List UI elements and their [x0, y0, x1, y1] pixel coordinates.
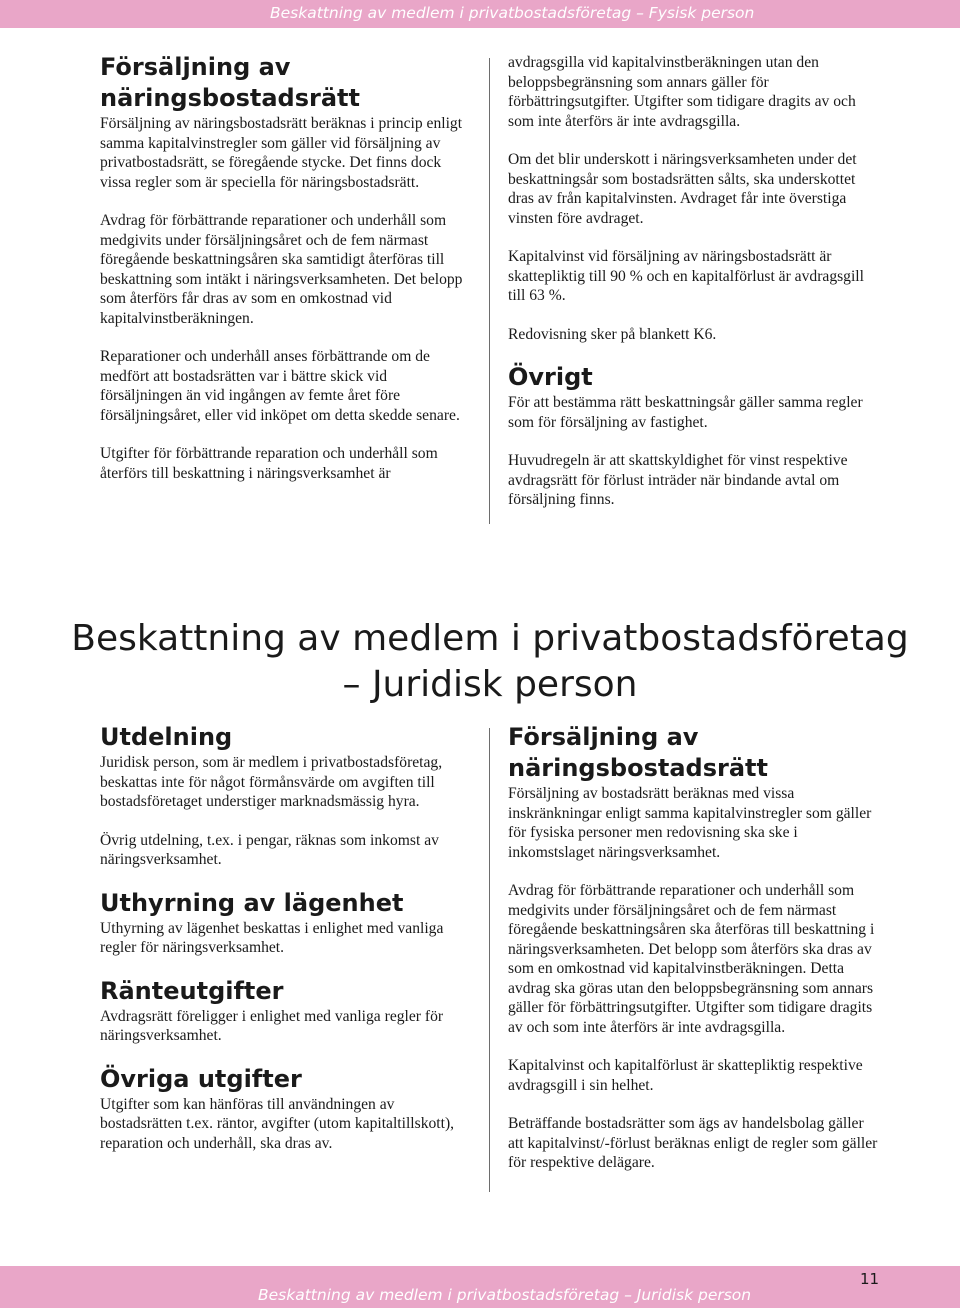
- paragraph: Avdragsrätt föreligger i enlighet med vanliga regler för näringsverksamhet.: [100, 1007, 444, 1044]
- section-title: Beskattning av medlem i privatbostadsföretag – Juridisk person: [71, 618, 909, 705]
- paragraph: Huvudregeln är att skattskyldighet för vinst respektive avdragsrätt för förlust inträder när bindande avtal om försäljning finns.: [508, 452, 848, 508]
- paragraph: Juridisk person, som är medlem i privatbostadsföretag, beskattas inte för något förmånsvärde om avgiften till bostadsföretaget understiger marknadsmässig hyra.: [100, 754, 443, 810]
- bottom-left-column: [100, 722, 472, 1153]
- heading-ovriga-utgifter: Övriga utgifter: [100, 1064, 302, 1093]
- paragraph: Beträffande bostadsrätter som ägs av handelsbolag gäller att kapitalvinst/-förlust beräknas enligt de regler som gäller för respektive delägare.: [508, 1115, 878, 1171]
- page-number: 11: [860, 1270, 880, 1288]
- paragraph: Avdrag för förbättrande reparationer och underhåll som medgivits under försäljningsåret och de fem närmast föregående beskattningsåren ska samtidigt återföras till beskattning som intäkt i näringsverksamheten. Det belopp som återförs får dras av som en omkostnad vid kapitalvinstberäkningen.: [100, 212, 463, 327]
- running-header: Beskattning av medlem i privatbostadsföretag – Fysisk person: [270, 4, 755, 22]
- paragraph: Kapitalvinst vid försäljning av näringsbostadsrätt är skattepliktig till 90 % och en kapitalförlust är avdragsgill till 63 %.: [508, 248, 864, 304]
- paragraph: Om det blir underskott i näringsverksamheten under det beskattningsår som bostadsrätten sålts, ska underskottet dras av från kapitalvinsten. Avdraget får inte överstiga vinsten före avdraget.: [508, 151, 857, 227]
- paragraph: Utgifter som kan hänföras till användningen av bostadsrätten t.ex. räntor, avgifter (utom kapitaltillskott), reparation och underhåll, ska dras av.: [100, 1095, 455, 1152]
- paragraph: Utgifter för förbättrande reparation och underhåll som återförs till beskattning i näringsverksamhet är: [100, 445, 438, 482]
- paragraph: Reparationer och underhåll anses förbättrande om de medfört att bostadsrätten var i bättre skick vid försäljningen än vid ingången av femte året före försäljningsåret, eller vid inköpet om detta skedde senare.: [100, 348, 460, 424]
- bottom-right-column: [508, 722, 880, 1173]
- heading-ranteutgifter: Ränteutgifter: [100, 976, 284, 1005]
- paragraph: För att bestämma rätt beskattningsår gäller samma regler som för försäljning av fastighet.: [508, 394, 863, 431]
- heading-ovrigt: Övrigt: [508, 363, 593, 391]
- paragraph: Avdrag för förbättrande reparationer och underhåll som medgivits under försäljningsåret och de fem närmast föregående beskattningsåren ska återföras till beskattning i näringsverksamheten. Det belopp som återförs ska dras av som en omkostnad vid kapitalvinstberäkningen. Detta avdrag ska göras utan den beloppsbegränsning som annars gäller för förbättringsutgifter. Utgifter som tidigare dragits av och som inte återförs är inte avdragsgilla.: [508, 882, 875, 1036]
- paragraph: Redovisning sker på blankett K6.: [508, 325, 717, 343]
- heading-uthyrning: Uthyrning av lägenhet: [100, 888, 404, 917]
- top-right-column: [508, 53, 880, 510]
- column-divider-top: [489, 58, 490, 524]
- paragraph: Övrig utdelning, t.ex. i pengar, räknas som inkomst av näringsverksamhet.: [100, 831, 439, 868]
- header-band: [0, 0, 960, 28]
- paragraph: Försäljning av bostadsrätt beräknas med vissa inskränkningar enligt samma kapitalvinstregler som gäller för fysiska personer men redovisning ska ske i inkomstslaget näringsverksamhet.: [508, 785, 872, 861]
- heading-utdelning: Utdelning: [100, 723, 233, 751]
- paragraph: Försäljning av näringsbostadsrätt beräknas i princip enligt samma kapitalvinstregler som gäller vid försäljning av privatbostadsrätt, se föregående stycke. Det finns dock vissa regler som är speciella för näringsbostadsrätt.: [100, 115, 463, 191]
- paragraph: Kapitalvinst och kapitalförlust är skattepliktig respektive avdragsgill i sin helhet.: [508, 1057, 863, 1094]
- paragraph: avdragsgilla vid kapitalvinstberäkningen utan den beloppsbegränsning som annars gäller för förbättringsutgifter. Utgifter som tidigare dragits av och som inte återförs är inte avdragsgilla.: [508, 54, 856, 130]
- footer-band: [0, 1266, 960, 1308]
- column-divider-bottom: [489, 728, 490, 1192]
- top-left-column: [100, 52, 472, 483]
- heading-forsaljning-top: Försäljning av näringsbostadsrätt: [100, 53, 360, 112]
- heading-forsaljning-bottom: Försäljning av näringsbostadsrätt: [508, 723, 768, 782]
- running-footer: Beskattning av medlem i privatbostadsföretag – Juridisk person: [258, 1286, 752, 1304]
- paragraph: Uthyrning av lägenhet beskattas i enlighet med vanliga regler för näringsverksamhet.: [100, 919, 444, 956]
